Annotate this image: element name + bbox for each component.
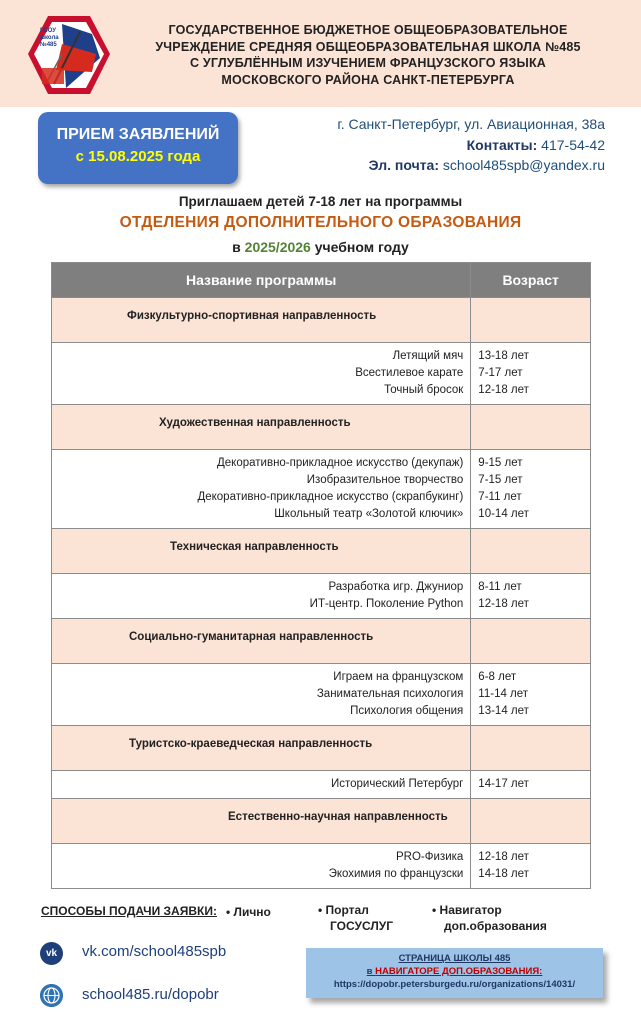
- admission-date: с 15.08.2025 года: [75, 148, 201, 165]
- method-label: Навигатор: [439, 903, 502, 917]
- program-age: 12-18 лет: [478, 598, 529, 610]
- submission-method: • Лично: [226, 905, 271, 919]
- category-name: Художественная направленность: [52, 405, 471, 450]
- program-age: 7-17 лет: [478, 367, 523, 379]
- program-age: 12-18 лет: [478, 384, 529, 396]
- program-name: Психология общения: [350, 705, 464, 717]
- category-row: [52, 298, 591, 343]
- program-names: [52, 844, 471, 889]
- contacts-block: [337, 114, 605, 176]
- category-name: Туристско-краеведческая направленность: [52, 726, 471, 771]
- program-ages: [471, 771, 591, 799]
- programs-row: [52, 771, 591, 799]
- program-age: 7-15 лет: [478, 474, 523, 486]
- vk-link[interactable]: vk.com/school485spb: [82, 943, 227, 960]
- category-row: [52, 799, 591, 844]
- column-header-age: Возраст: [471, 263, 591, 298]
- program-name: Изобразительное творчество: [306, 474, 464, 486]
- school-year-post: учебном году: [314, 239, 409, 255]
- programs-row: [52, 574, 591, 619]
- programs-row: [52, 343, 591, 405]
- invite-line: Приглашаем детей 7-18 лет на программы: [178, 194, 463, 209]
- method-label: Портал: [325, 903, 369, 917]
- program-name: Разработка игр. Джуниор: [328, 581, 464, 593]
- school-year-pre: в: [232, 239, 241, 255]
- category-row: [52, 529, 591, 574]
- program-name: Всестилевое карате: [355, 367, 464, 379]
- program-age: 13-14 лет: [478, 705, 529, 717]
- programs-table: [51, 262, 591, 889]
- school-name-line: С УГЛУБЛЁННЫМ ИЗУЧЕНИЕМ ФРАНЦУЗСКОГО ЯЗЫКА: [189, 56, 547, 70]
- program-age: 7-11 лет: [478, 491, 522, 503]
- address: г. Санкт-Петербург, ул. Авиационная, 38а: [337, 116, 605, 132]
- program-name: Школьный театр «Золотой ключик»: [274, 508, 464, 520]
- program-name: ИТ-центр. Поколение Python: [309, 598, 464, 610]
- submission-method: • Навигатор доп.образования: [432, 903, 547, 933]
- program-name: Играем на французском: [333, 671, 464, 683]
- category-name: Техническая направленность: [52, 529, 471, 574]
- program-ages: [471, 343, 591, 405]
- program-names: [52, 771, 471, 799]
- submission-methods-title: СПОСОБЫ ПОДАЧИ ЗАЯВКИ:: [41, 904, 217, 918]
- program-age: 8-11 лет: [478, 581, 522, 593]
- program-age: 10-14 лет: [478, 508, 529, 520]
- school-year-value: 2025/2026: [244, 239, 311, 255]
- header-banner: [0, 0, 641, 107]
- program-ages: [471, 450, 591, 529]
- navigator-box[interactable]: [306, 948, 603, 998]
- email-label: Эл. почта:: [368, 157, 440, 173]
- program-age: 9-15 лет: [478, 457, 523, 469]
- program-names: [52, 450, 471, 529]
- phone-label: Контакты:: [466, 136, 538, 153]
- logo-text-line: школа: [40, 35, 59, 41]
- logo-text-line: №485: [40, 42, 57, 48]
- program-age: 6-8 лет: [478, 671, 517, 683]
- admission-title: ПРИЕМ ЗАЯВЛЕНИЙ: [56, 126, 220, 143]
- program-ages: [471, 574, 591, 619]
- program-name: Летящий мяч: [392, 350, 464, 362]
- category-row: [52, 405, 591, 450]
- program-age: 14-17 лет: [478, 778, 529, 790]
- navigator-subtitle-pre: в: [366, 966, 373, 977]
- school-name-line: МОСКОВСКОГО РАЙОНА САНКТ-ПЕТЕРБУРГА: [221, 72, 515, 87]
- navigator-subtitle: [306, 965, 603, 978]
- program-name: Декоративно-прикладное искусство (декупаж): [216, 457, 464, 469]
- programs-row: [52, 844, 591, 889]
- navigator-url[interactable]: https://dopobr.petersburgedu.ru/organizations/14031/: [333, 979, 576, 990]
- table-header-row: [52, 263, 591, 298]
- navigator-subtitle-text: НАВИГАТОРЕ ДОП.ОБРАЗОВАНИЯ:: [375, 966, 543, 977]
- program-name: Точный бросок: [384, 384, 464, 396]
- school-name-line: ГОСУДАРСТВЕННОЕ БЮДЖЕТНОЕ ОБЩЕОБРАЗОВАТЕЛЬНОЕ: [168, 23, 568, 37]
- category-name: Социально-гуманитарная направленность: [52, 619, 471, 664]
- program-age: 12-18 лет: [478, 851, 529, 863]
- admission-banner: [38, 112, 238, 184]
- method-label: ГОСУСЛУГ: [330, 919, 394, 933]
- logo-text-line: ГБОУ: [40, 28, 56, 34]
- column-header-program: Название программы: [52, 263, 471, 298]
- program-name: Экохимия по французски: [328, 868, 464, 880]
- program-age: 11-14 лет: [478, 688, 529, 700]
- school-logo: [26, 14, 112, 96]
- school-year: [0, 239, 641, 255]
- program-names: [52, 574, 471, 619]
- programs-row: [52, 450, 591, 529]
- method-label: доп.образования: [444, 919, 547, 933]
- globe-icon: [40, 984, 63, 1007]
- category-name: Естественно-научная направленность: [52, 799, 471, 844]
- programs-row: [52, 664, 591, 726]
- program-ages: [471, 844, 591, 889]
- phone: 417-54-42: [541, 136, 605, 153]
- school-name: [118, 22, 618, 88]
- program-age: 14-18 лет: [478, 868, 529, 880]
- submission-method: • Портал ГОСУСЛУГ: [318, 903, 394, 933]
- program-name: PRO-Физика: [396, 851, 464, 863]
- program-age: 13-18 лет: [478, 350, 529, 362]
- navigator-title: СТРАНИЦА ШКОЛЫ 485: [398, 953, 511, 964]
- school-name-line: УЧРЕЖДЕНИЕ СРЕДНЯЯ ОБЩЕОБРАЗОВАТЕЛЬНАЯ ШКОЛА №485: [155, 39, 581, 54]
- email-link[interactable]: school485spb@yandex.ru: [442, 157, 605, 173]
- program-name: Занимательная психология: [316, 688, 464, 700]
- program-names: [52, 343, 471, 405]
- category-name: Физкультурно-спортивная направленность: [52, 298, 471, 343]
- website-link[interactable]: school485.ru/dopobr: [82, 986, 219, 1003]
- program-names: [52, 664, 471, 726]
- vk-icon: vk: [40, 942, 63, 965]
- category-row: [52, 619, 591, 664]
- department-title: ОТДЕЛЕНИЯ ДОПОЛНИТЕЛЬНОГО ОБРАЗОВАНИЯ: [119, 214, 522, 231]
- category-row: [52, 726, 591, 771]
- program-name: Декоративно-прикладное искусство (скрапбукинг): [197, 491, 464, 503]
- method-label: Лично: [233, 905, 271, 919]
- program-ages: [471, 664, 591, 726]
- program-name: Исторический Петербург: [330, 778, 464, 790]
